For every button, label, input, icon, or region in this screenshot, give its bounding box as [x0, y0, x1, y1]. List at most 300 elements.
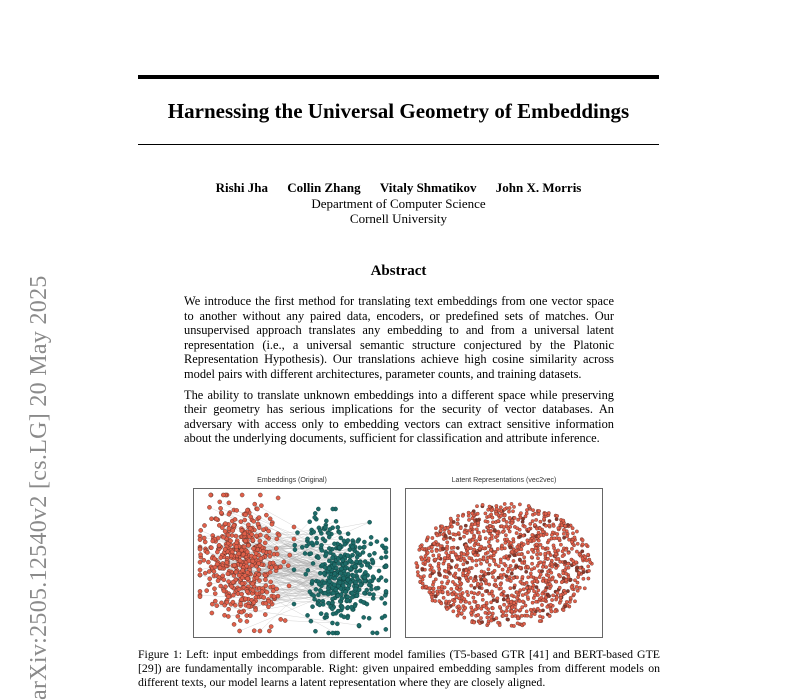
scatter-point	[270, 522, 274, 526]
scatter-point	[430, 596, 433, 599]
scatter-point	[455, 587, 458, 590]
scatter-point	[581, 539, 584, 542]
scatter-point	[239, 520, 243, 524]
scatter-point	[473, 548, 476, 551]
scatter-point	[563, 560, 566, 563]
scatter-point	[357, 623, 361, 627]
scatter-point	[240, 610, 244, 614]
scatter-point	[243, 597, 247, 601]
scatter-point	[513, 554, 516, 557]
scatter-point	[237, 552, 241, 556]
scatter-point	[310, 605, 314, 609]
scatter-point	[546, 570, 549, 573]
scatter-point	[502, 526, 505, 529]
scatter-point	[537, 539, 540, 542]
scatter-point	[489, 616, 492, 619]
scatter-point	[231, 528, 235, 532]
scatter-point	[292, 537, 296, 541]
scatter-point	[570, 540, 573, 543]
latent-representations-scatter	[406, 489, 602, 637]
scatter-point	[199, 528, 203, 532]
scatter-point	[520, 614, 523, 617]
scatter-point	[494, 563, 497, 566]
scatter-point	[557, 557, 560, 560]
scatter-point	[449, 522, 452, 525]
scatter-point	[467, 518, 470, 521]
scatter-point	[471, 517, 474, 520]
scatter-point	[526, 614, 529, 617]
scatter-point	[339, 536, 343, 540]
scatter-point	[537, 589, 540, 592]
scatter-point	[466, 593, 469, 596]
scatter-point	[377, 578, 381, 582]
scatter-point	[421, 547, 424, 550]
scatter-point	[525, 581, 528, 584]
scatter-point	[362, 615, 366, 619]
scatter-point	[362, 540, 366, 544]
scatter-point	[556, 591, 559, 594]
scatter-point	[522, 543, 525, 546]
scatter-point	[371, 575, 375, 579]
scatter-point	[337, 561, 341, 565]
scatter-point	[459, 600, 462, 603]
scatter-point	[508, 516, 511, 519]
scatter-point	[295, 531, 299, 535]
scatter-point	[539, 561, 542, 564]
scatter-point	[434, 558, 437, 561]
scatter-point	[330, 556, 334, 560]
scatter-point	[558, 537, 561, 540]
scatter-point	[456, 546, 459, 549]
scatter-point	[584, 556, 587, 559]
scatter-point	[380, 596, 384, 600]
scatter-point	[215, 550, 219, 554]
scatter-point	[496, 539, 499, 542]
scatter-point	[223, 547, 227, 551]
scatter-point	[484, 611, 487, 614]
scatter-point	[241, 568, 245, 572]
scatter-point	[486, 616, 489, 619]
model-a-points	[198, 493, 296, 633]
scatter-point	[306, 568, 310, 572]
scatter-point	[498, 605, 501, 608]
scatter-point	[511, 606, 514, 609]
scatter-point	[555, 596, 558, 599]
scatter-point	[535, 600, 538, 603]
scatter-point	[245, 613, 249, 617]
scatter-point	[547, 574, 550, 577]
scatter-point	[558, 575, 561, 578]
scatter-point	[459, 537, 462, 540]
scatter-point	[576, 581, 579, 584]
scatter-point	[419, 580, 422, 583]
scatter-point	[531, 519, 534, 522]
scatter-point	[449, 517, 452, 520]
scatter-point	[450, 546, 453, 549]
scatter-point	[253, 608, 257, 612]
scatter-point	[243, 513, 247, 517]
scatter-point	[446, 554, 449, 557]
scatter-point	[447, 568, 450, 571]
scatter-point	[497, 519, 500, 522]
scatter-point	[486, 556, 489, 559]
scatter-point	[254, 534, 258, 538]
scatter-point	[446, 593, 449, 596]
scatter-point	[202, 523, 206, 527]
scatter-point	[227, 512, 231, 516]
scatter-point	[437, 556, 440, 559]
scatter-point	[463, 616, 466, 619]
scatter-point	[481, 503, 484, 506]
scatter-point	[502, 611, 505, 614]
scatter-point	[268, 550, 272, 554]
scatter-point	[246, 604, 250, 608]
scatter-point	[251, 546, 255, 550]
scatter-point	[444, 527, 447, 530]
scatter-point	[542, 598, 545, 601]
scatter-point	[444, 570, 447, 573]
scatter-point	[212, 557, 216, 561]
scatter-point	[345, 598, 349, 602]
scatter-point	[275, 552, 279, 556]
scatter-point	[258, 533, 262, 537]
scatter-point	[243, 539, 247, 543]
scatter-point	[474, 539, 477, 542]
scatter-point	[527, 504, 530, 507]
scatter-point	[240, 581, 244, 585]
scatter-point	[212, 569, 216, 573]
scatter-point	[527, 589, 530, 592]
scatter-point	[490, 537, 493, 540]
scatter-point	[497, 565, 500, 568]
scatter-point	[474, 575, 477, 578]
scatter-point	[537, 509, 540, 512]
scatter-point	[510, 502, 513, 505]
scatter-point	[518, 566, 521, 569]
scatter-point	[516, 545, 519, 548]
scatter-point	[472, 579, 475, 582]
scatter-point	[544, 552, 547, 555]
scatter-point	[258, 629, 262, 633]
scatter-point	[550, 533, 553, 536]
scatter-point	[434, 578, 437, 581]
scatter-point	[350, 595, 354, 599]
scatter-point	[439, 545, 442, 548]
scatter-point	[334, 519, 338, 523]
scatter-point	[349, 605, 353, 609]
scatter-point	[567, 562, 570, 565]
scatter-point	[535, 553, 538, 556]
scatter-point	[477, 543, 480, 546]
scatter-point	[502, 556, 505, 559]
scatter-point	[287, 584, 291, 588]
scatter-point	[488, 611, 491, 614]
scatter-point	[384, 564, 388, 568]
scatter-point	[499, 583, 502, 586]
scatter-point	[420, 558, 423, 561]
scatter-point	[303, 551, 307, 555]
scatter-point	[538, 619, 541, 622]
scatter-point	[472, 621, 475, 624]
scatter-point	[222, 578, 226, 582]
scatter-point	[525, 570, 528, 573]
scatter-point	[558, 601, 561, 604]
scatter-point	[541, 530, 544, 533]
scatter-point	[490, 509, 493, 512]
scatter-point	[379, 556, 383, 560]
scatter-point	[238, 602, 242, 606]
scatter-point	[260, 590, 264, 594]
scatter-point	[198, 589, 202, 593]
scatter-point	[384, 578, 388, 582]
scatter-point	[327, 579, 331, 583]
scatter-point	[340, 606, 344, 610]
scatter-point	[206, 560, 210, 564]
scatter-point	[503, 508, 506, 511]
university: Cornell University	[349, 211, 448, 226]
scatter-point	[488, 505, 491, 508]
scatter-point	[482, 557, 485, 560]
scatter-point	[430, 566, 433, 569]
latent-points	[415, 502, 594, 628]
scatter-point	[331, 631, 335, 635]
scatter-point	[463, 530, 466, 533]
scatter-point	[251, 559, 255, 563]
scatter-point	[521, 520, 524, 523]
scatter-point	[473, 522, 476, 525]
scatter-point	[465, 576, 468, 579]
scatter-point	[222, 589, 226, 593]
scatter-point	[452, 610, 455, 613]
scatter-point	[352, 574, 356, 578]
scatter-point	[546, 547, 549, 550]
scatter-point	[221, 535, 225, 539]
scatter-point	[215, 604, 219, 608]
left-scatter-panel	[193, 488, 391, 638]
scatter-point	[511, 615, 514, 618]
scatter-point	[230, 550, 234, 554]
scatter-point	[198, 568, 202, 572]
scatter-point	[548, 582, 551, 585]
scatter-point	[243, 532, 247, 536]
scatter-point	[470, 584, 473, 587]
scatter-point	[541, 546, 544, 549]
scatter-point	[237, 573, 241, 577]
scatter-point	[550, 571, 553, 574]
scatter-point	[545, 533, 548, 536]
scatter-point	[546, 557, 549, 560]
scatter-point	[269, 566, 273, 570]
scatter-point	[508, 506, 511, 509]
scatter-point	[415, 561, 418, 564]
scatter-point	[514, 608, 517, 611]
scatter-point	[360, 563, 364, 567]
scatter-point	[292, 525, 296, 529]
scatter-point	[488, 592, 491, 595]
scatter-point	[233, 517, 237, 521]
scatter-point	[510, 572, 513, 575]
scatter-point	[457, 577, 460, 580]
scatter-point	[198, 538, 202, 542]
scatter-point	[560, 581, 563, 584]
scatter-point	[544, 524, 547, 527]
scatter-point	[363, 570, 367, 574]
original-embeddings-scatter	[194, 489, 390, 637]
scatter-point	[317, 582, 321, 586]
scatter-point	[316, 593, 320, 597]
scatter-point	[219, 601, 223, 605]
scatter-point	[441, 590, 444, 593]
scatter-point	[374, 586, 378, 590]
scatter-point	[487, 545, 490, 548]
scatter-point	[324, 612, 328, 616]
scatter-point	[430, 549, 433, 552]
scatter-point	[242, 545, 246, 549]
scatter-point	[333, 576, 337, 580]
scatter-point	[245, 564, 249, 568]
scatter-point	[198, 547, 202, 551]
scatter-point	[274, 565, 278, 569]
scatter-point	[443, 559, 446, 562]
scatter-point	[532, 590, 535, 593]
scatter-point	[572, 593, 575, 596]
scatter-point	[466, 552, 469, 555]
scatter-point	[496, 547, 499, 550]
scatter-point	[231, 580, 235, 584]
scatter-point	[456, 522, 459, 525]
scatter-point	[585, 543, 588, 546]
scatter-point	[509, 587, 512, 590]
scatter-point	[451, 580, 454, 583]
scatter-point	[467, 511, 470, 514]
scatter-point	[471, 512, 474, 515]
scatter-point	[377, 569, 381, 573]
scatter-point	[363, 575, 367, 579]
scatter-point	[578, 586, 581, 589]
scatter-point	[552, 524, 555, 527]
scatter-point	[253, 502, 257, 506]
scatter-point	[517, 553, 520, 556]
scatter-point	[498, 623, 501, 626]
scatter-point	[528, 586, 531, 589]
scatter-point	[434, 595, 437, 598]
title-top-rule	[138, 75, 659, 79]
scatter-point	[356, 539, 360, 543]
scatter-point	[372, 551, 376, 555]
scatter-point	[205, 550, 209, 554]
scatter-point	[223, 529, 227, 533]
scatter-point	[533, 512, 536, 515]
arxiv-identifier: arXiv:2505.12540v2 [cs.LG] 20 May 2025	[26, 275, 52, 700]
scatter-point	[576, 542, 579, 545]
scatter-point	[468, 540, 471, 543]
scatter-point	[521, 575, 524, 578]
scatter-point	[361, 600, 365, 604]
scatter-point	[532, 584, 535, 587]
scatter-point	[502, 614, 505, 617]
scatter-point	[559, 543, 562, 546]
scatter-point	[544, 512, 547, 515]
scatter-point	[500, 576, 503, 579]
scatter-point	[440, 581, 443, 584]
scatter-point	[473, 544, 476, 547]
scatter-point	[310, 579, 314, 583]
scatter-point	[515, 549, 518, 552]
scatter-point	[485, 601, 488, 604]
scatter-point	[453, 600, 456, 603]
scatter-point	[512, 624, 515, 627]
scatter-point	[545, 565, 548, 568]
scatter-point	[384, 627, 388, 631]
scatter-point	[484, 512, 487, 515]
scatter-point	[268, 554, 272, 558]
scatter-point	[235, 508, 239, 512]
scatter-point	[516, 622, 519, 625]
abstract-body	[184, 294, 614, 452]
scatter-point	[255, 592, 259, 596]
scatter-point	[346, 538, 350, 542]
scatter-point	[548, 614, 551, 617]
scatter-point	[210, 611, 214, 615]
scatter-point	[555, 518, 558, 521]
scatter-point	[258, 539, 262, 543]
scatter-point	[504, 541, 507, 544]
scatter-point	[334, 588, 338, 592]
scatter-point	[203, 540, 207, 544]
scatter-point	[383, 601, 387, 605]
scatter-point	[510, 610, 513, 613]
scatter-point	[208, 582, 212, 586]
scatter-point	[562, 576, 565, 579]
scatter-point	[219, 511, 223, 515]
scatter-point	[550, 610, 553, 613]
scatter-point	[332, 563, 336, 567]
scatter-point	[267, 629, 271, 633]
scatter-point	[519, 589, 522, 592]
scatter-point	[506, 618, 509, 621]
scatter-point	[495, 504, 498, 507]
scatter-point	[536, 557, 539, 560]
scatter-point	[523, 525, 526, 528]
scatter-point	[559, 593, 562, 596]
scatter-point	[225, 560, 229, 564]
scatter-point	[515, 576, 518, 579]
scatter-point	[469, 611, 472, 614]
scatter-point	[355, 577, 359, 581]
scatter-point	[210, 602, 214, 606]
scatter-point	[327, 631, 331, 635]
scatter-point	[448, 536, 451, 539]
scatter-point	[522, 534, 525, 537]
scatter-point	[482, 530, 485, 533]
author-name: Vitaly Shmatikov	[379, 180, 477, 195]
scatter-point	[473, 592, 476, 595]
scatter-point	[252, 600, 256, 604]
scatter-point	[491, 607, 494, 610]
scatter-point	[384, 589, 388, 593]
scatter-point	[533, 612, 536, 615]
scatter-point	[211, 539, 215, 543]
scatter-point	[540, 569, 543, 572]
scatter-point	[521, 600, 524, 603]
scatter-point	[526, 539, 529, 542]
scatter-point	[384, 537, 388, 541]
scatter-point	[355, 551, 359, 555]
scatter-point	[293, 548, 297, 552]
scatter-point	[418, 548, 421, 551]
scatter-point	[538, 527, 541, 530]
scatter-point	[367, 592, 371, 596]
